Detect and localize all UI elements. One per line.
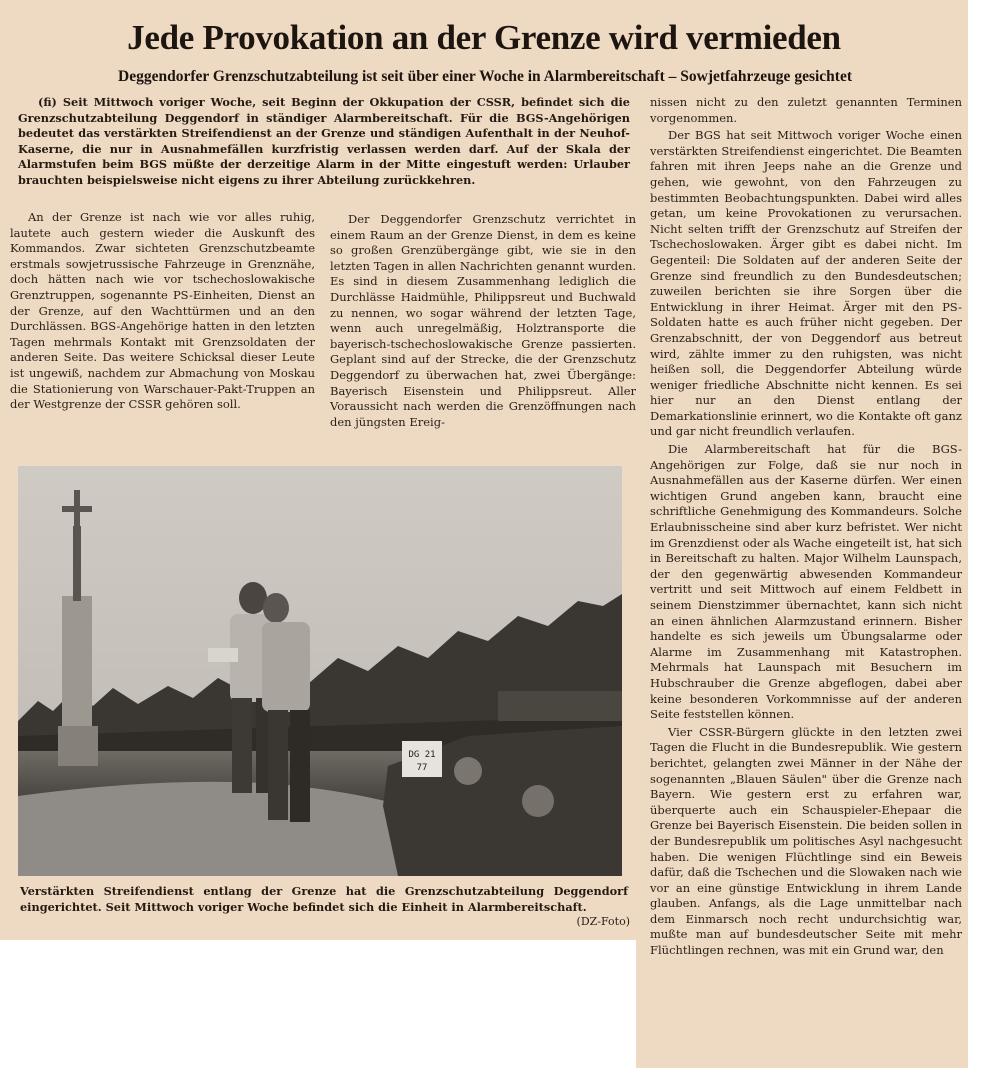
article-headline: Jede Provokation an der Grenze wird vermieden <box>127 18 841 57</box>
column-paragraph: Vier CSSR-Bürgern glückte in den letzten zwei Tagen die Flucht in die Bundesrepublik. Wie gestern berichtet, gelangten zwei Männer in der Nähe der sogenannten „Blauen Säulen" über die Grenze nach Bayern. Wie gestern erst zu erfahren war, überquerte auch ein Schauspieler-Ehepaar die Grenze bei Bayerisch Eisenstein. Die beiden sollen in der Bundesrepublik um politisches Asyl nachgesucht haben. Die wenigen Flüchtlinge sind ein Beweis dafür, daß die Tschechen und die Slowaken nach wie vor an eine günstige Entwicklung in ihrem Lande glauben. Anfangs, als die Lage unmittelbar nach dem Einmarsch noch recht undurchsichtig war, mußte man auf bundesdeutscher Seite mit mehr Flüchtlingen rechnen, was mit ein Grund war, den <box>650 724 962 958</box>
column-paragraph: An der Grenze ist nach wie vor alles ruhig, lautete auch gestern wieder die Auskunft des Kommandos. Zwar sichteten Grenzschutzbeamte erstmals sowjetrussische Fahrzeuge in Grenznähe, doch hätten nach wie vor tschechoslowakische Grenztruppen, sogenannte PS-Einheiten, Dienst an der Grenze, auf den Wachttürmen und an den Durchlässen. BGS-Angehörige hatten in den letzten Tagen mehrmals Kontakt mit Grenzsoldaten der anderen Seite. Das weitere Schicksal dieser Leute ist ungewiß, nachdem zur Abmachung von Moskau die Stationierung von Warschauer-Pakt-Truppen an der Westgrenze der CSSR gehören soll. <box>10 210 315 412</box>
border-patrol-photo <box>18 466 622 876</box>
article-column-2 <box>330 212 636 452</box>
column-paragraph: Die Alarmbereitschaft hat für die BGS-Angehörigen zur Folge, daß sie nur noch in Ausnahmefällen aus der Kaserne dürfen. Wer einen wichtigen Grund angeben kann, braucht eine schriftliche Genehmigung des Kommandeurs. Solche Erlaubnisscheine sind aber kurz befristet. Wer nicht im Grenzdienst oder als Wache eingeteilt ist, hat sich in Bereitschaft zu halten. Major Wilhelm Launspach, der den gegenwärtig abwesenden Kommandeur vertritt und seit Mittwoch auf einem Feldbett in seinem Dienstzimmer übernachtet, kann sich nicht an einen ähnlichen Alarmzustand erinnern. Bisher handelte es sich jeweils um Übungsalarme oder Alarme im Zusammenhang mit Katastrophen. Mehrmals hat Launspach mit Besuchern im Hubschrauber die Grenze abgeflogen, dabei aber keine besonderen Vorkommnisse auf der anderen Seite feststellen können. <box>650 442 962 722</box>
article-column-1 <box>10 210 315 458</box>
photo-caption: Verstärkten Streifendienst entlang der Grenze hat die Grenzschutzabteilung Deggendorf eingerichtet. Seit Mittwoch voriger Woche befindet sich die Einheit in Alarmbereitschaft. <box>20 884 628 914</box>
photo-credit: (DZ-Foto) <box>576 915 630 928</box>
column-paragraph: Der Deggendorfer Grenzschutz verrichtet in einem Raum an der Grenze Dienst, in dem es keine so großen Grenzübergänge gibt, wie sie in den letzten Tagen in allen Nachrichten genannt wurden. Es sind in diesem Zusammenhang lediglich die Durchlässe Haidmühle, Philippsreut und Buchwald zu nennen, wo sogar während der letzten Tage, wenn auch unregelmäßig, Holztransporte die bayerisch-tschechoslowakische Grenze passierten. Geplant sind auf der Strecke, die der Grenzschutz Deggendorf zu überwachen hat, zwei Übergänge: Bayerisch Eisenstein und Philippsreut. Aller Voraussicht nach werden die Grenzöffnungen nach den jüngsten Ereig- <box>330 212 636 429</box>
article-lead: (fi) Seit Mittwoch voriger Woche, seit Beginn der Okkupation der CSSR, befindet sich die Grenzschutzabteilung Deggendorf in ständiger Alarmbereitschaft. Für die BGS-Angehörigen bedeutet das verstärkten Streifendienst an der Grenze und ständigen Aufenthalt in der Neuhof-Kaserne, die nur in Ausnahmefällen kurzfristig verlassen werden darf. Auf der Skala der Alarmstufen beim BGS müßte der derzeitige Alarm in der Mitte eingestuft werden: Urlauber brauchten beispielsweise nicht eigens zu ihrer Abteilung zurückkehren. <box>18 95 630 187</box>
column-paragraph: Der BGS hat seit Mittwoch voriger Woche einen verstärkten Streifendienst eingerichtet. Die Beamten fahren mit ihren Jeeps nahe an die Grenze und gehen, wie gewohnt, von den Fahrzeugen zu bestimmten Beobachtungspunkten. Dabei wird alles getan, um keine Provokationen zu verursachen. Nicht selten trifft der Grenzschutz auf Streifen der Tschechoslowaken. Ärger gibt es dabei nicht. Im Gegenteil: Die Soldaten auf der anderen Seite der Grenze sind freundlich zu den Bundesdeutschen; zuweilen berichten sie ihre Sorgen über die Entwicklung in ihrer Heimat. Ärger mit den PS-Soldaten hatte es auch früher nicht gegeben. Der Grenzabschnitt, der von Deggendorf aus betreut wird, zählte immer zu den ruhigsten, was nicht heißen soll, die Deggendorfer Abteilung würde weniger friedliche Abschnitte nicht kennen. Es sei hier nur an den Dienst entlang der Demarkationslinie erinnert, wo die Kontakte oft ganz und gar nicht freundlich verlaufen. <box>650 128 962 439</box>
license-plate-line: DG 21 <box>408 750 436 760</box>
article-subheadline: Deggendorfer Grenzschutzabteilung ist seit über einer Woche in Alarmbereitschaft – Sowjetfahrzeuge gesichtet <box>118 68 852 85</box>
article-column-3 <box>650 95 962 1065</box>
column-paragraph: nissen nicht zu den zuletzt genannten Terminen vorgenommen. <box>650 95 962 125</box>
svg-text:77: 77 <box>416 763 428 773</box>
